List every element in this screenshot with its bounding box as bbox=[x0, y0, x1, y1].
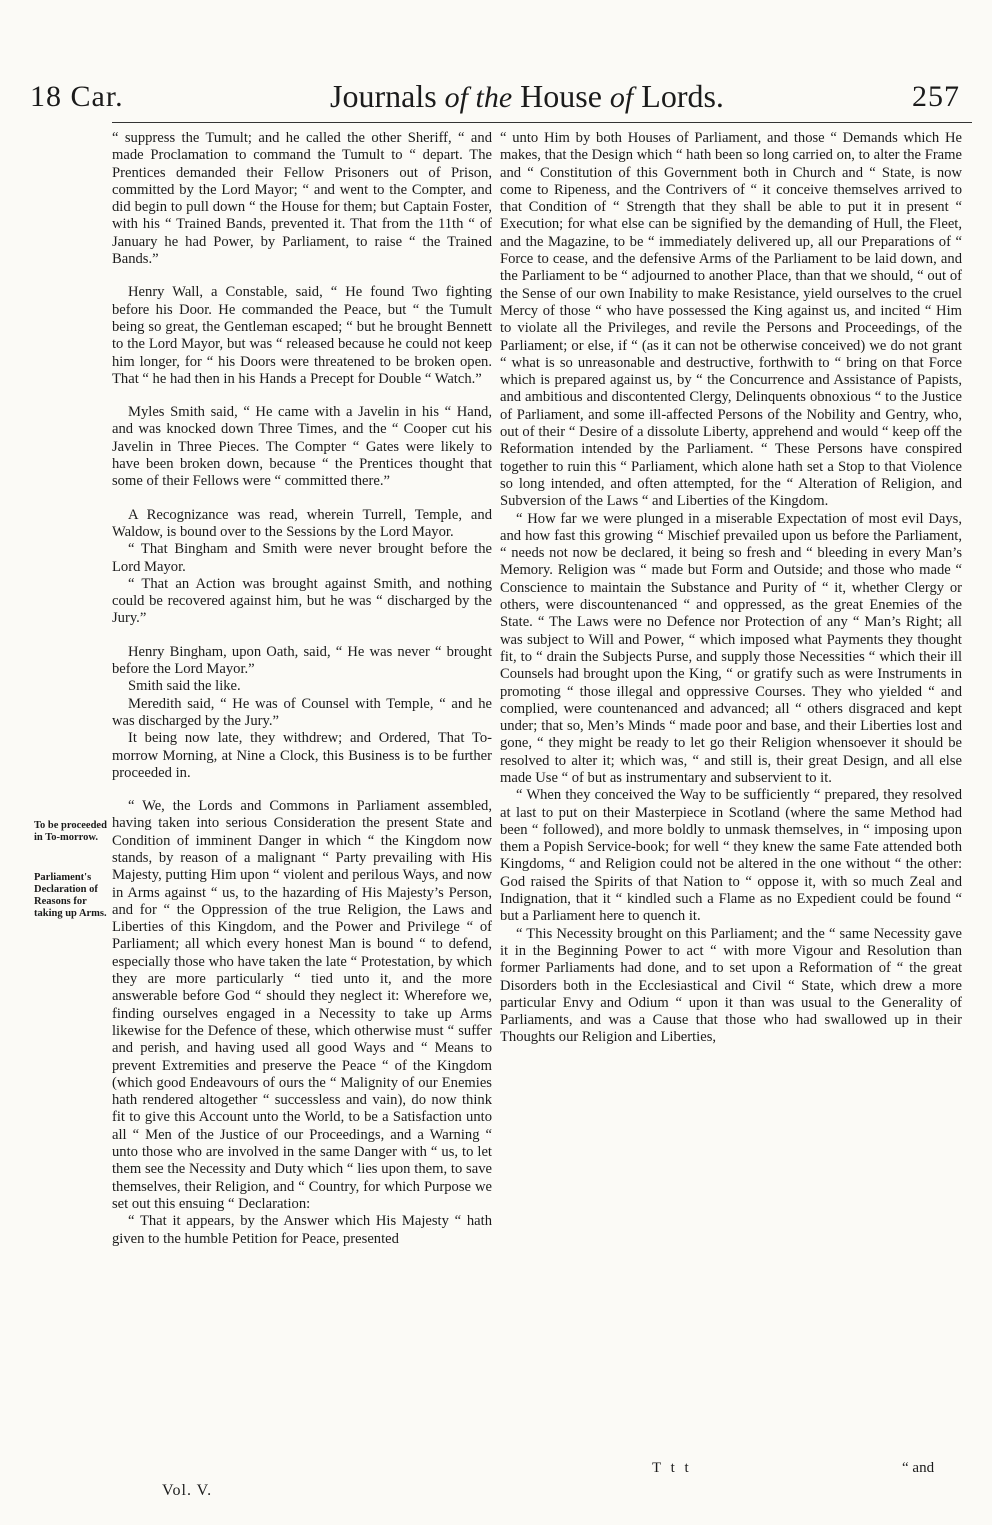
paragraph: Meredith said, “ He was of Counsel with Temple, “ and he was discharged by the Jury.” bbox=[112, 695, 492, 729]
running-title bbox=[330, 78, 724, 115]
paragraph: Henry Bingham, upon Oath, said, “ He was never “ brought before the Lord Mayor.” bbox=[112, 643, 492, 678]
paragraph: Henry Wall, a Constable, said, “ He found Two fighting before his Door. He commanded the Peace, but “ the Tumult being so great, the Gentleman escaped; “ but he brought Bennett to the Lord Mayor, but was “ released because he could not keep him longer, for “ his Doors were threatened to be broken open. That “ he had then in his Hands a Precept for Double “ Watch.” bbox=[112, 284, 492, 387]
paragraph: “ That an Action was brought against Smith, and nothing could be recovered against him, but he was “ discharged by the Jury.” bbox=[112, 575, 492, 627]
margin-note-declaration: Parliament's Declaration of Reasons for taking up Arms. bbox=[34, 872, 107, 919]
paragraph: A Recognizance was read, wherein Turrell, Temple, and Waldow, is bound over to the Sessions by the Lord Mayor. bbox=[112, 506, 492, 540]
paragraph: It being now late, they withdrew; and Ordered, That To-morrow Morning, at Nine a Clock, this Business is to be further proceeded in. bbox=[112, 730, 492, 781]
margin-note-proceed: To be proceeded in To-morrow. bbox=[34, 820, 107, 843]
right-column bbox=[500, 130, 962, 1047]
catchword: “ and bbox=[902, 1460, 935, 1476]
header-rule bbox=[112, 122, 972, 123]
paragraph: “ unto Him by both Houses of Parliament, and those “ Demands which He makes, that the Design which “ hath been so long carried on, to alter the Frame and “ Constitution of this Government both in Church and “ State, is now come to Ripeness, and the Contrivers of “ it conceive themselves arrived to that Condition of “ Strength that they shall be able to put it in present “ Execution; for what else can be signified by the demanding of Hull, the Fleet, and the Magazine, to be “ immediately delivered up, all our Preparations of “ Force to cease, and the defensive Arms of the Parliament to be laid down, and the Parliament to be “ adjourned to another Place, than that we should, “ out of the Sense of our own Inability to make Resistance, yield ourselves to the cruel Mercy of those “ who have possessed the King against us, and incited “ Him to violate all the Privileges, and revile the Persons and Proceedings, of the Parliament; or else, if “ (as it can not be otherwise conceived) we do not grant “ what is so unreasonable and destructive, forthwith to “ bring on that Force which is prepared against us, by “ the Concurrence and Assistance of Papists, and ambitious and discontented Clergy, Delinquents obnoxious “ to the Justice of Parliament, and some ill-affected Persons of the Nobility and Gentry, who, out of their “ Desire of a dissolute Liberty, apprehend and would “ keep off the Reformation intended by the Parliament. “ These Persons have conspired together to ruin this “ Parliament, which alone hath set a Stop to that Violence so long intended, and often attempted, for the “ Alteration of Religion, and Subversion of the Laws “ and Liberties of the Kingdom. bbox=[500, 130, 962, 510]
paragraph: “ This Necessity brought on this Parliament; and the “ same Necessity gave it in the Beginning Power to act “ with more Vigour and Resolution than former Parliaments had done, and to set upon a Reformation of “ the great Disorders both in the Ecclesiastical and Civil “ State, which drew a more particular Envy and Odium “ upon it than was usual to the Generality of Parliaments, and was a Cause that those who had swallowed up in their Thoughts our Religion and Liberties, bbox=[500, 925, 962, 1046]
paragraph: “ We, the Lords and Commons in Parliament assembled, having taken into serious Consideration the present State and Condition of imminent Danger in which “ the Kingdom now stands, by reason of a malignant “ Party prevailing with His Majesty, putting Him upon “ violent and perilous Ways, and now in Arms against “ us, to the hazarding of His Majesty’s Person, and for “ the Oppression of the true Religion, the Laws and Liberties of this Kingdom, and the Power and Privilege “ of Parliament; all which every honest Man is bound “ to defend, especially those who have taken the late “ Protestation, by which they are more particularly “ tied unto it, and the more answerable before God “ should they neglect it: Wherefore we, finding ourselves engaged in a Necessity to take up Arms likewise for the Defence of these, which otherwise must “ suffer and perish, and having used all good Ways and “ Means to prevent Extremities and preserve the Peace “ of the Kingdom (which good Endeavours of ours the “ Malignity of our Enemies hath rendered altogether “ successless and vain), do now think fit to give this Account unto the World, to be a Satisfaction unto all “ Men of the Justice of our Proceedings, and a Warning “ unto those who are involved in the same Danger with “ us, to let them see the Necessity and Duty which “ lies upon them, to save themselves, their Religion, and “ Country, for which Purpose we set out this ensuing “ Declaration: bbox=[112, 798, 492, 1212]
paragraph: “ How far we were plunged in a miserable Expectation of most evil Days, and how fast this growing “ Mischief prevailed upon us before the Parliament, “ needs not now be declared, it being so fresh and “ bleeding in every Man’s Memory. Religion was “ made but Form and Outside; and those who made “ Conscience to maintain the Substance and Purity of “ it, whether Clergy or others, were discountenanced “ and oppressed, as the great Enemies of the State. “ The Laws were no Defence nor Protection of any “ Man’s Right; all was subject to Will and Power, “ which imposed what Payments they thought fit, to “ drain the Subjects Purse, and supply those Necessities “ which their ill Counsels had brought upon the King, “ or gratify such as were Instruments in promoting “ those illegal and oppressive Courses. They who yielded “ and complied, were countenanced and advanced; all “ others disgraced and kept under; that so, Men’s Minds “ made poor and base, and their Liberties lost and gone, “ they might be ready to let go their Religion whensoever it should be resolved to alter it; which was, “ and still is, their great Design, and all else made Use “ of but as instrumentary and subservient to it. bbox=[500, 510, 962, 786]
regnal-year: 18 Car. bbox=[30, 80, 124, 113]
paragraph: Myles Smith said, “ He came with a Javelin in his “ Hand, and was knocked down Three Times, and the “ Cooper cut his Javelin in Three Pieces. The Compter “ Gates were likely to have been broken down, because “ the Prentices thought that some of their Fellows were “ committed there.” bbox=[112, 404, 492, 490]
title-of-the: of the bbox=[444, 81, 513, 114]
title-journals: Journals bbox=[330, 78, 437, 114]
paragraph: “ That Bingham and Smith were never brought before the Lord Mayor. bbox=[112, 541, 492, 575]
title-house: House bbox=[520, 78, 602, 114]
paragraph: Smith said the like. bbox=[128, 678, 241, 695]
left-column bbox=[112, 130, 492, 1248]
volume-label: Vol. V. bbox=[162, 1482, 213, 1499]
paragraph: “ That it appears, by the Answer which His Majesty “ hath given to the humble Petition for Peace, presented bbox=[112, 1213, 492, 1247]
paragraph: “ When they conceived the Way to be sufficiently “ prepared, they resolved at last to put on their Masterpiece in Scotland (where the same Method had been “ followed), and more boldly to unmask themselves, in “ imposing upon them a Popish Service-book; for well “ they knew the same Fate attended both Kingdoms, “ and Religion could not be altered in the one without “ the other: God raised the Spirits of that Nation to “ oppose it, with so much Zeal and Indignation, that it “ kindled such a Flame as no Expedient could be found “ but a Parliament here to quench it. bbox=[500, 787, 962, 925]
page-header bbox=[30, 72, 960, 120]
paragraph: “ suppress the Tumult; and he called the other Sheriff, “ and made Proclamation to command the Tumult to “ depart. The Prentices demanded their Fellow Prisoners out of Prison, committed by the Lord Mayor; “ and went to the Compter, and did begin to pull down “ the House for them; but Captain Foster, with his “ Trained Bands, prevented it. That from the 11th “ of January he had Power, by Parliament, to raise “ the Trained Bands.” bbox=[112, 130, 492, 268]
page-number: 257 bbox=[912, 80, 960, 113]
signature-mark: T t t bbox=[652, 1460, 692, 1476]
title-of: of bbox=[609, 81, 634, 114]
title-lords: Lords. bbox=[641, 78, 724, 114]
